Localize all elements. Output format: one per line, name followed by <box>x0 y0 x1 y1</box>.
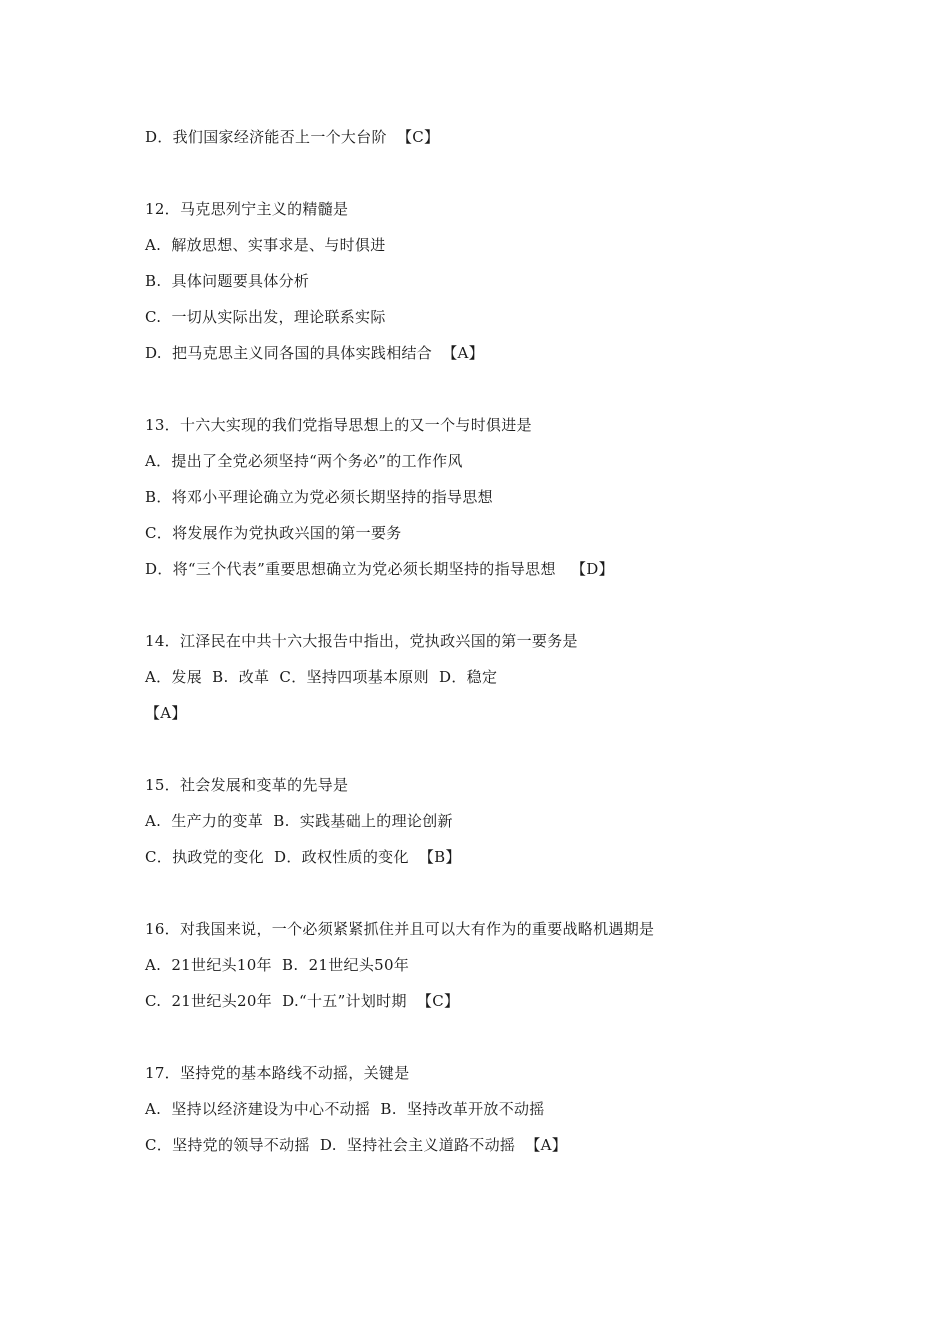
q11-option-d: D．我们国家经济能否上一个大台阶 【C】 <box>145 128 440 146</box>
q14-options: A．发展 B. 改革 C．坚持四项基本原则 D．稳定 <box>145 668 498 686</box>
q13-option-a: A．提出了全党必须坚持“两个务必”的工作作风 <box>145 452 463 470</box>
q15-question: 15．社会发展和变革的先导是 <box>145 776 349 794</box>
q13-option-d: D．将“三个代表”重要思想确立为党必须长期坚持的指导思想 【D】 <box>145 560 614 578</box>
q12-option-a: A. 解放思想、实事求是、与时俱进 <box>145 236 386 254</box>
q12-option-c: C. 一切从实际出发，理论联系实际 <box>145 308 386 326</box>
q15-options-cd: C．执政党的变化 D．政权性质的变化 【B】 <box>145 848 461 866</box>
q13-option-b: B．将邓小平理论确立为党必须长期坚持的指导思想 <box>145 488 493 506</box>
q16-question: 16．对我国来说，一个必须紧紧抓住并且可以大有作为的重要战略机遇期是 <box>145 920 655 938</box>
q13-question: 13．十六大实现的我们党指导思想上的又一个与时俱进是 <box>145 416 532 434</box>
q13-option-c: C．将发展作为党执政兴国的第一要务 <box>145 524 402 542</box>
q16-options-ab: A. 21世纪头10年 B. 21世纪头50年 <box>145 956 410 974</box>
q17-question: 17．坚持党的基本路线不动摇，关键是 <box>145 1064 410 1082</box>
q12-option-b: B. 具体问题要具体分析 <box>145 272 310 290</box>
q12-question: 12．马克思列宁主义的精髓是 <box>145 200 349 218</box>
q16-options-cd: C. 21世纪头20年 D.“十五”计划时期 【C】 <box>145 992 460 1010</box>
q12-option-d: D. 把马克思主义同各国的具体实践相结合 【A】 <box>145 344 484 362</box>
q14-question: 14．江泽民在中共十六大报告中指出，党执政兴国的第一要务是 <box>145 632 578 650</box>
q17-options-cd: C．坚持党的领导不动摇 D. 坚持社会主义道路不动摇 【A】 <box>145 1136 568 1154</box>
q15-options-ab: A. 生产力的变革 B. 实践基础上的理论创新 <box>145 812 453 830</box>
q14-answer: 【A】 <box>145 704 187 722</box>
q17-options-ab: A. 坚持以经济建设为中心不动摇 B. 坚持改革开放不动摇 <box>145 1100 545 1118</box>
